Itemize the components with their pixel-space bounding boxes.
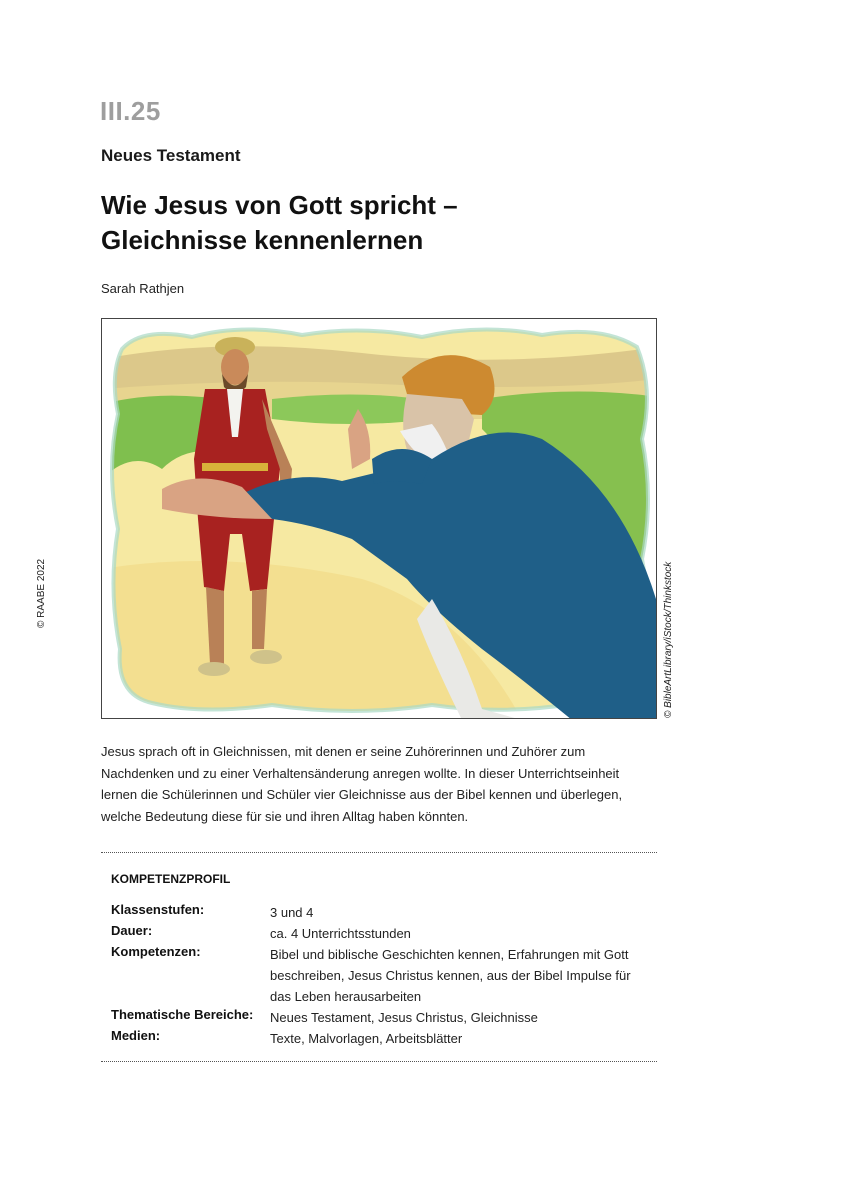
competence-profile-heading: KOMPETENZPROFIL <box>111 872 231 886</box>
image-credit: © BibleArtLibrary/iStock/Thinkstock <box>663 561 674 718</box>
prodigal-son-illustration <box>102 319 657 719</box>
profile-label-grade-levels: Klassenstufen: <box>111 902 205 917</box>
profile-label-media: Medien: <box>111 1028 161 1043</box>
parable-illustration <box>101 318 657 719</box>
intro-paragraph: Jesus sprach oft in Gleichnissen, mit denen er seine Zuhörerinnen und Zuhörer zum Nachdenken und zu einer Verhaltensänderung anregen wollte. In dieser Unterrichtseinheit lernen die Schülerinnen und Schüler vier Gleichnisse aus der Bibel kennen und überlegen, welche Bedeutung diese für sie und ihren Alltag haben könnten. <box>101 744 623 824</box>
page-title <box>101 188 458 258</box>
profile-label-duration: Dauer: <box>111 923 153 938</box>
dotted-divider-top <box>101 852 657 853</box>
title-line-1: Wie Jesus von Gott spricht – <box>101 190 458 220</box>
dotted-divider-bottom <box>101 1061 657 1062</box>
profile-label-competences: Kompetenzen: <box>111 944 201 959</box>
section-number: III.25 <box>100 96 161 126</box>
profile-value-duration: ca. 4 Unterrichtsstunden <box>270 926 411 941</box>
profile-label-topics: Thematische Bereiche: <box>111 1007 254 1022</box>
subject-heading: Neues Testament <box>101 146 241 165</box>
author: Sarah Rathjen <box>101 281 185 296</box>
profile-value-competences: Bibel und biblische Geschichten kennen, Erfahrungen mit Gott beschreiben, Jesus Christus kennen, aus der Bibel Impulse für das Leben herausarbeiten <box>270 947 631 1004</box>
copyright-note: © RAABE 2022 <box>36 558 47 628</box>
profile-value-grade-levels: 3 und 4 <box>270 905 314 920</box>
profile-value-media: Texte, Malvorlagen, Arbeitsblätter <box>270 1031 463 1046</box>
title-line-2: Gleichnisse kennenlernen <box>101 225 424 255</box>
profile-value-topics: Neues Testament, Jesus Christus, Gleichnisse <box>270 1010 538 1025</box>
